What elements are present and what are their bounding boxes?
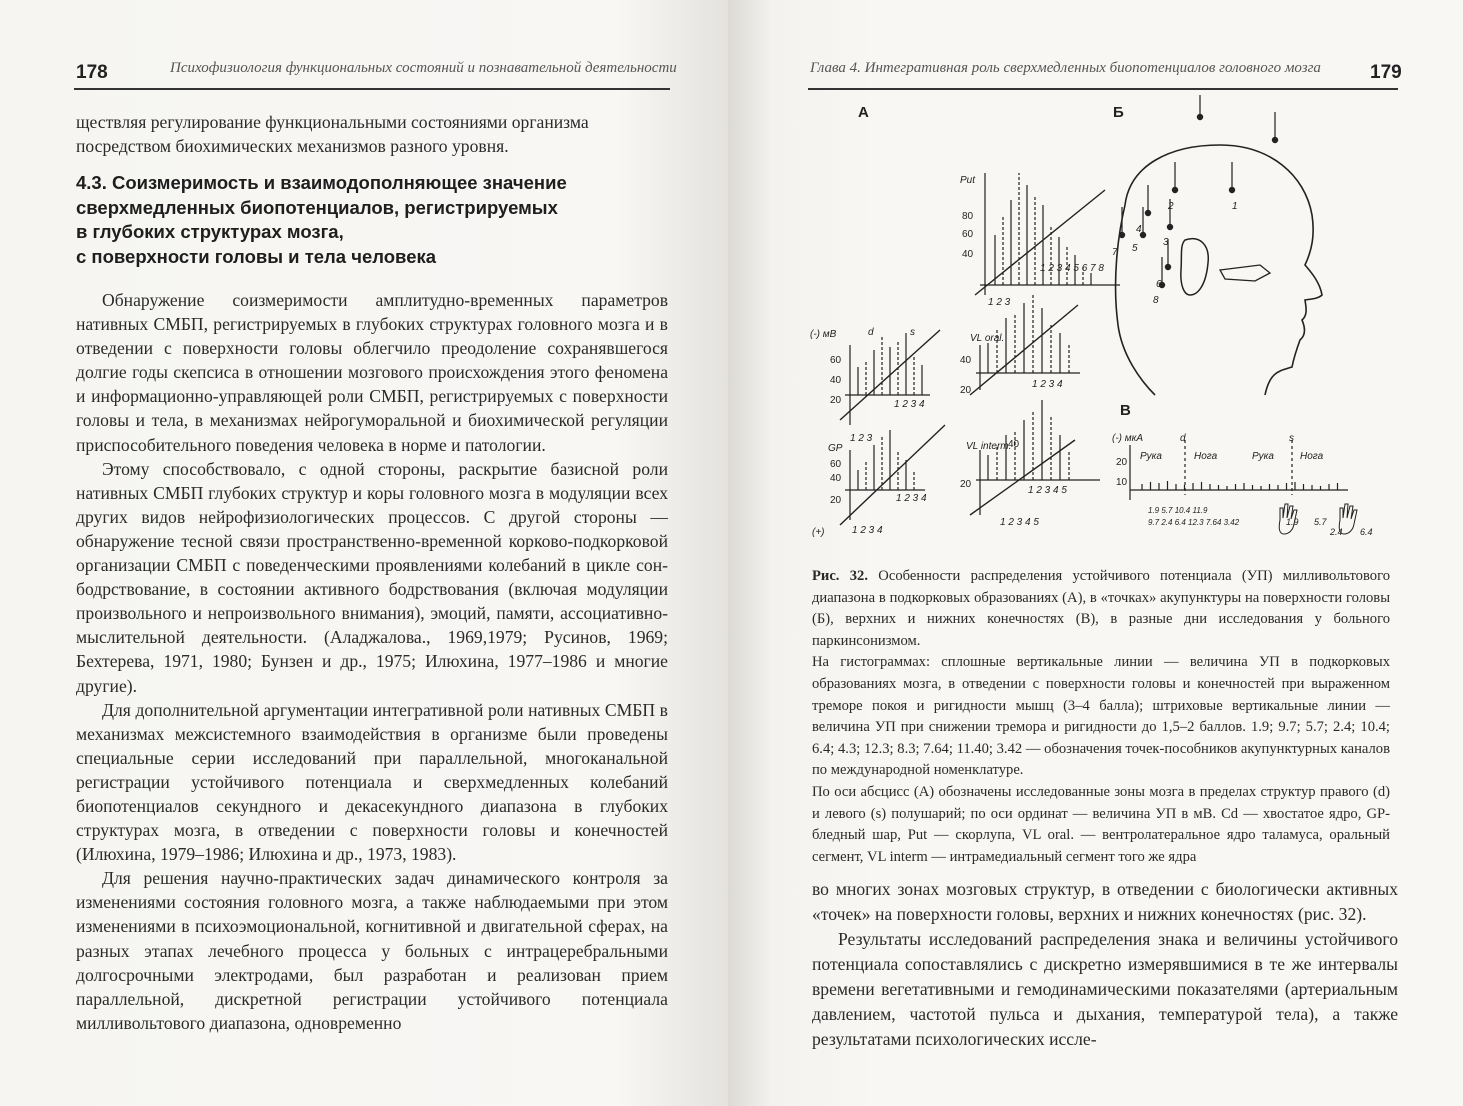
x-numbers: 1 2 3 4	[894, 399, 925, 410]
x-numbers: 1 2 3 4 5	[1000, 517, 1039, 528]
x-numbers: 1 2 3 4	[896, 493, 927, 504]
panel-label-b: Б	[1113, 104, 1124, 121]
tick: 20	[830, 495, 842, 506]
heading-line: 4.3. Соизмеримость и взаимодополняющее значение	[76, 172, 567, 193]
body-text	[76, 288, 668, 1035]
tick: 60	[962, 229, 974, 240]
head-point-label: 4	[1136, 224, 1142, 235]
intro-line: посредством биохимических механизмов разного уровня.	[76, 136, 509, 157]
head-point-label: 3	[1163, 237, 1169, 248]
caption-line: На гистограммах: сплошные вертикальные линии — величина УП в подкорковых образованиях мозга, в отведении с поверхности головы и конечностей при выраженном треморе покоя и ригидности мышц (3–4 балла); штриховые вертикальные линии — величина УП при снижении тремора и ригидности до 1,5–2 баллов. 1.9; 9.7; 5.7; 2.4; 10.4; 6.4; 4.3; 12.3; 8.3; 7.64; 11.40; 3.42 — обозначения точек-пособников акупунктурных каналов по международной номенклатуре.	[812, 654, 1390, 779]
figure-32	[800, 95, 1400, 565]
caption-title: Рис. 32.	[812, 568, 868, 584]
head-outline	[1116, 145, 1322, 395]
tick: 20	[1116, 457, 1128, 468]
header-rule	[808, 88, 1398, 90]
limb-segment: Нога	[1194, 451, 1218, 462]
panel-label-v: В	[1120, 402, 1131, 419]
left-page	[0, 0, 728, 1106]
head-probes	[1119, 95, 1277, 288]
paragraph: Результаты исследований распределения знака и величины устойчивого потенциала сопоставлялись с дискретно измерявшимися в те же интервалы времени вегетативными и гемодинамическими показателями (артериальным давлением, частотой пульса и дыхания, температурой тела), а также результатами психологических иссле-	[812, 929, 1398, 1049]
tick: 80	[962, 211, 974, 222]
hist-label: VL oral.	[970, 333, 1005, 344]
hist-label: GP	[828, 443, 843, 454]
head-point-label: 7	[1112, 247, 1118, 258]
limb-mark: d	[1180, 433, 1186, 444]
paragraph: Этому способствовало, с одной стороны, раскрытие базисной роли нативных СМБП глубоких структур и коры головного мозга в модуляции всех других видов нейрофизиологических процессов. С другой стороны — обнаружение тесной связи пространственно-временной корково-подкорковой организации СМБП с поведенческими проявлениями колебаний в цикле сон-бодрствование, в состоянии активного бодрствования (включая модуляции произвольного и непроизвольного внимания), эмоций, памяти, ассоциативно-мыслительной деятельности. (Аладжалова., 1969,1979; Русинов, 1969; Бехтерева, 1971, 1980; Бунзен и др., 1975; Илюхина, 1977–1986 и многие другие).	[76, 458, 668, 696]
page-number: 178	[76, 62, 108, 83]
x-numbers: 1 2 3	[850, 433, 873, 444]
point-labels: 9.7 2.4 6.4 12.3 7.64 3.42	[1148, 518, 1240, 527]
hand-label: 2.4	[1330, 527, 1343, 537]
caption-line: По оси абсцисс (А) обозначены исследованные зоны мозга в пределах структур правого (d) и левого (s) полушарий; по оси ординат — величина УП в мВ. Cd — хвостатое ядро, GP- бледный шар, Put — скорлупа, VL oral. — вентролатеральное ядро таламуса, оральный сегмент, VL interm — интрамедиальный сегмент того же ядра	[812, 783, 1390, 865]
page-number: 179	[1370, 62, 1402, 83]
heading-line: в глубоких структурах мозга,	[76, 221, 344, 243]
tick: 20	[830, 395, 842, 406]
limb-segment: Нога	[1300, 451, 1324, 462]
caption-title-text: Особенности распределения устойчивого потенциала (УП) милливольтового диапазона в подкорковых образованиях (А), в «точках» акупунктуры на поверхности головы (Б), верхних и нижних конечностях (В), в разные дни исследования у больного паркинсонизмом.	[812, 568, 1390, 649]
running-head: Глава 4. Интегративная роль сверхмедленных биопотенциалов головного мозга	[810, 60, 1321, 76]
paragraph: Обнаружение соизмеримости амплитудно-временных параметров нативных СМБП, регистрируемых в глубоких структурах головного мозга и в отведении с поверхности головы облегчило преодоление сохранявшегося долгие годы скепсиса в отношении мозгового происхождения этого феномена и информационно-управляющей роли СМБП, регистрируемых с поверхности головы и тела, в механизмах нейрогуморальной и биохимической регуляции приспособительного поведения человека в норме и патологии.	[76, 290, 668, 455]
tick: 20	[960, 385, 972, 396]
tick: 40	[962, 249, 974, 260]
x-numbers: 1 2 3 4 5 6 7 8	[1040, 263, 1104, 274]
figure-caption	[812, 566, 1390, 868]
hist-mark: s	[910, 327, 915, 338]
body-text-right	[812, 877, 1398, 1052]
tick: 10	[1116, 477, 1128, 488]
x-numbers: 1 2 3 4	[852, 525, 883, 536]
histogram-vl-interm	[970, 400, 1100, 515]
hand-label: 5.7	[1314, 517, 1327, 527]
probe-point	[1229, 187, 1234, 192]
histogram-cd	[840, 330, 940, 425]
probe-point	[1272, 137, 1277, 142]
intro-line: ществляя регулирование функциональными состояниями организма	[76, 112, 589, 132]
limb-segment: Рука	[1140, 451, 1162, 462]
tick: 40	[830, 375, 842, 386]
hist-mark: d	[868, 327, 874, 338]
hist-label: Put	[960, 175, 976, 186]
probe-point	[1172, 187, 1177, 192]
tick: 40	[1008, 439, 1020, 450]
hand-label: 6.4	[1360, 527, 1373, 537]
histogram-vl-oral	[970, 293, 1080, 395]
tick: 60	[830, 355, 842, 366]
probe-point	[1119, 232, 1124, 237]
tick: 60	[830, 459, 842, 470]
limb-mark: s	[1289, 433, 1294, 444]
paragraph: во многих зонах мозговых структур, в отведении с биологически активных «точек» на поверхности головы, верхних и нижних конечностях (рис. 32).	[812, 879, 1398, 924]
ear	[1181, 239, 1208, 295]
hist-label: VL interm.	[966, 441, 1012, 452]
limb-segment: Рука	[1252, 451, 1274, 462]
x-numbers: 1 2 3 4	[1032, 379, 1063, 390]
probe-point	[1197, 114, 1202, 119]
heading-line: с поверхности головы и тела человека	[76, 245, 437, 267]
histogram-put	[975, 173, 1120, 295]
probe-point	[1145, 210, 1150, 215]
sign-label: (+)	[812, 527, 825, 538]
section-heading	[76, 171, 676, 269]
panel-label-a: А	[858, 104, 869, 121]
header-rule	[74, 88, 670, 90]
head-point-label: 8	[1153, 295, 1159, 306]
x-numbers: 1 2 3	[988, 297, 1011, 308]
intro-text	[76, 110, 672, 158]
limb-ylabel: (-) мкА	[1112, 433, 1144, 444]
head-point-label: 6	[1156, 279, 1162, 290]
tick: 40	[830, 473, 842, 484]
head-point-label: 2	[1168, 201, 1174, 212]
x-numbers: 1 2 3 4 5	[1028, 485, 1067, 496]
tick: 40	[960, 355, 972, 366]
paragraph: Для решения научно-практических задач динамического контроля за изменениями состояния головного мозга, а также наблюдаемыми при этом изменениями в психоэмоциональной, когнитивной и двигательной сферах, на разных этапах лечебного процесса у больных с интрацеребральными долгосрочными электродами, был разработан и реализован прием параллельной, дискретной регистрации устойчивого потенциала милливольтового диапазона, одновременно	[76, 868, 668, 1033]
hist-label: (-) мВ	[810, 329, 837, 340]
head-point-label: 1	[1232, 201, 1238, 212]
probe-point	[1165, 264, 1170, 269]
head-point-label: 5	[1132, 243, 1138, 254]
probe-point	[1167, 224, 1172, 229]
tick: 20	[960, 479, 972, 490]
running-head: Психофизиология функциональных состояний и познавательной деятельности	[170, 60, 677, 76]
paragraph: Для дополнительной аргументации интегративной роли нативных СМБП в механизмах межсистемного взаимодействия в организме были проведены специальные серии исследований при параллельной, многоканальной регистрации устойчивого потенциала и сверхмедленных колебаний биопотенциалов секундного и декасекундного диапазона в глубоких структурах мозга, в отведении с поверхности головы и конечностей (Илюхина, 1979–1986; Илюхина и др., 1973, 1983).	[76, 699, 668, 865]
hand-label: 1.9	[1286, 517, 1299, 527]
heading-line: сверхмедленных биопотенциалов, регистрируемых	[76, 196, 558, 218]
point-labels: 1.9 5.7 10.4 11.9	[1148, 506, 1208, 515]
